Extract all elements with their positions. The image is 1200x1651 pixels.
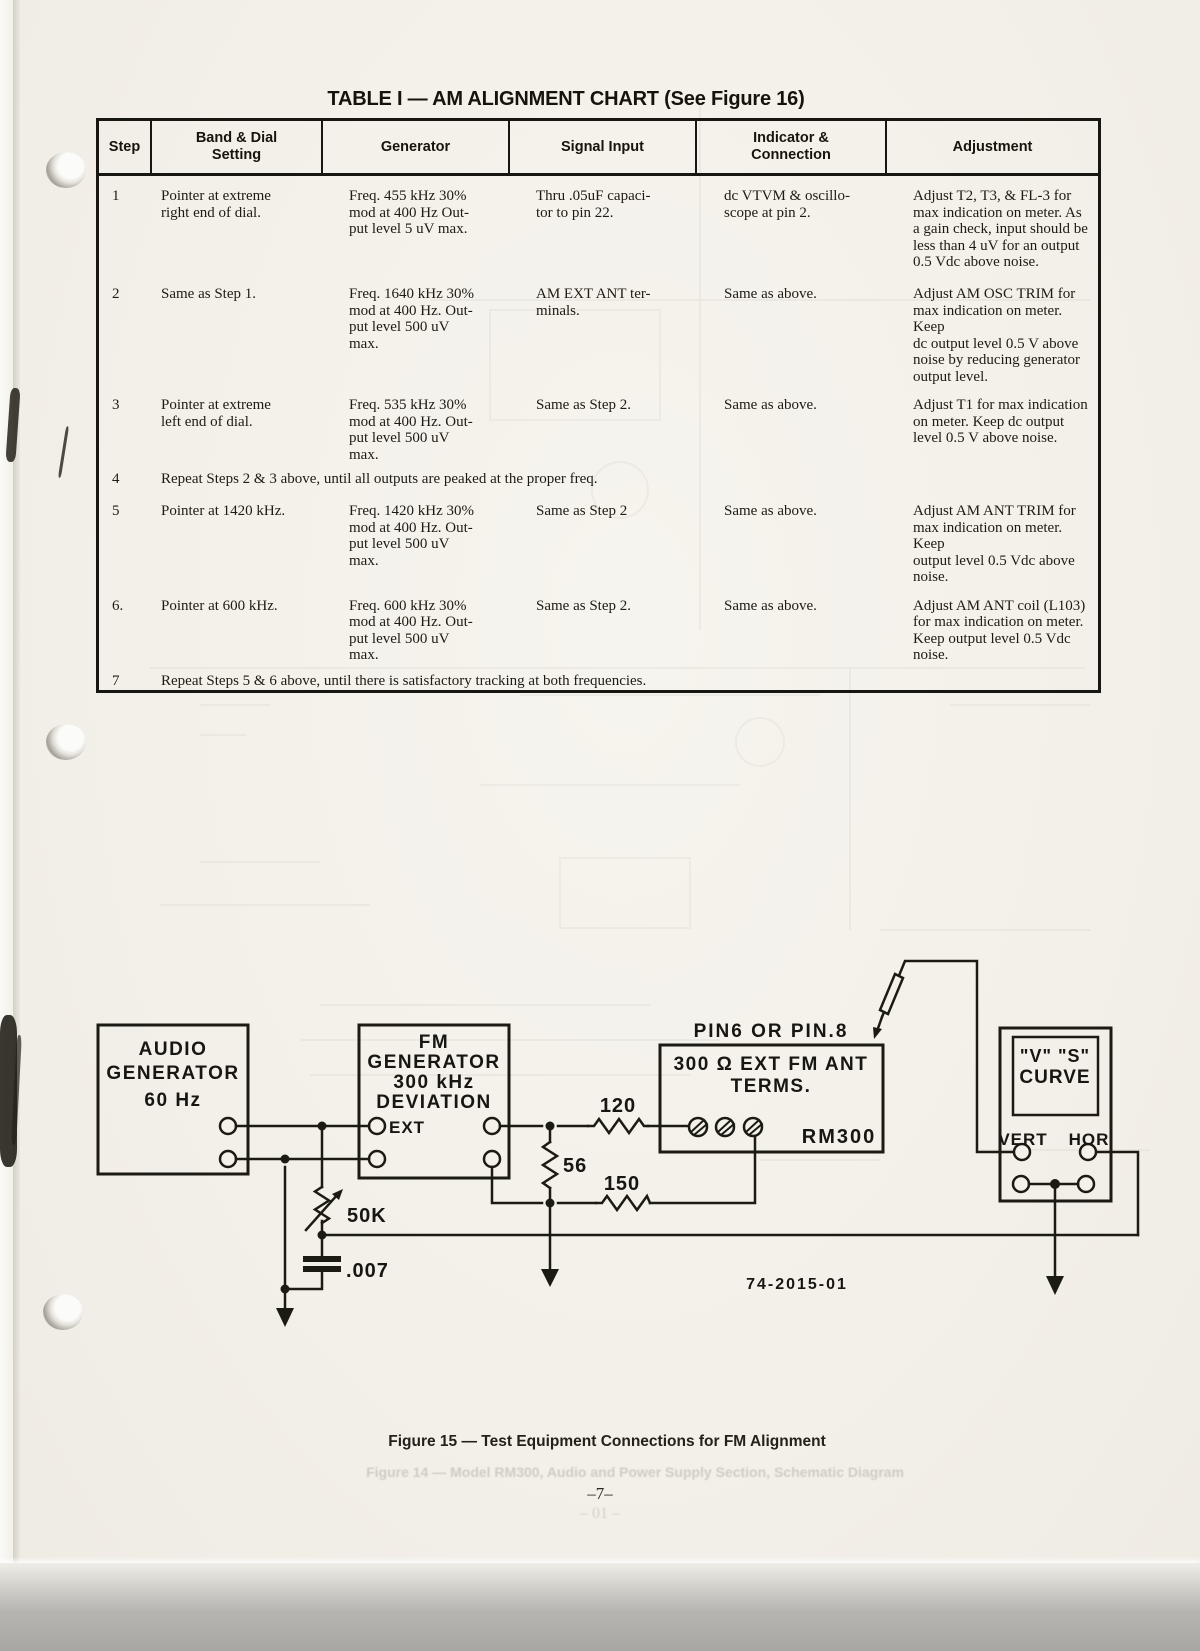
ext-label: EXT bbox=[389, 1118, 426, 1137]
scanner-edge bbox=[0, 1563, 1200, 1651]
resistor-120 bbox=[588, 1119, 648, 1133]
audio-generator-label: AUDIO bbox=[138, 1039, 208, 1060]
terminal bbox=[369, 1151, 385, 1167]
hor-label: HOR bbox=[1068, 1130, 1110, 1149]
screw-terminal bbox=[689, 1118, 707, 1136]
screw-terminal bbox=[716, 1118, 734, 1136]
indicator-cell: Same as above. bbox=[724, 286, 817, 302]
signal-input-cell: Thru .05uF capaci- tor to pin 22. bbox=[536, 188, 651, 221]
header-step: Step bbox=[99, 121, 152, 173]
header-generator: Generator bbox=[323, 121, 510, 173]
terminal bbox=[1078, 1176, 1094, 1192]
band-dial-cell: Pointer at extreme right end of dial. bbox=[161, 188, 271, 221]
step-number: 4 bbox=[112, 471, 120, 487]
ant-box-label: 300 Ω EXT FM ANT bbox=[673, 1054, 869, 1075]
step-number: 7 bbox=[112, 672, 120, 689]
resistor-value-label: 150 bbox=[603, 1173, 641, 1195]
adjustment-cell: Adjust T1 for max indication on meter. Keep dc output level 0.5 V above noise. bbox=[913, 397, 1088, 446]
vert-label: VERT bbox=[998, 1130, 1048, 1149]
scope-screen-label: CURVE bbox=[1019, 1067, 1091, 1088]
step-number: 2 bbox=[112, 286, 120, 302]
generator-cell: Freq. 600 kHz 30% mod at 400 Hz. Out- put level 500 uV max. bbox=[349, 597, 473, 663]
resistor-56 bbox=[543, 1142, 557, 1188]
am-alignment-table bbox=[96, 118, 1101, 693]
step-number: 5 bbox=[112, 503, 120, 519]
table-row bbox=[99, 176, 1098, 274]
capacitor-007 bbox=[303, 1256, 341, 1272]
fm-generator-label: 300 kHz bbox=[393, 1072, 475, 1093]
fm-alignment-schematic bbox=[60, 940, 1160, 1332]
band-dial-cell: Pointer at 600 kHz. bbox=[161, 597, 278, 614]
scope-screen-label: "V" "S" bbox=[1019, 1046, 1091, 1066]
fm-generator-label: FM bbox=[418, 1032, 450, 1053]
header-band-dial: Band & Dial Setting bbox=[152, 121, 323, 173]
indicator-cell: Same as above. bbox=[724, 597, 817, 614]
header-signal-input: Signal Input bbox=[510, 121, 697, 173]
model-label: RM300 bbox=[801, 1126, 877, 1148]
spanning-note-cell: Repeat Steps 5 & 6 above, until there is satisfactory tracking at both frequencies. bbox=[161, 672, 647, 689]
signal-input-cell: AM EXT ANT ter- minals. bbox=[536, 286, 651, 319]
test-probe bbox=[873, 974, 903, 1039]
bleedthrough-caption: Figure 14 — Model RM300, Audio and Power Supply Section, Schematic Diagram bbox=[366, 1464, 904, 1480]
generator-cell: Freq. 535 kHz 30% mod at 400 Hz. Out- put level 500 uV max. bbox=[349, 397, 473, 463]
punch-hole bbox=[46, 152, 86, 188]
audio-generator-label: GENERATOR bbox=[106, 1063, 240, 1084]
step-number: 1 bbox=[112, 188, 120, 204]
indicator-cell: Same as above. bbox=[724, 397, 817, 413]
band-dial-cell: Pointer at extreme left end of dial. bbox=[161, 397, 271, 430]
band-dial-cell: Pointer at 1420 kHz. bbox=[161, 503, 286, 519]
table-row bbox=[99, 586, 1098, 664]
table-row bbox=[99, 664, 1098, 690]
cap-value-label: .007 bbox=[346, 1260, 389, 1282]
table-header-row bbox=[99, 121, 1098, 176]
screw-terminal bbox=[744, 1118, 762, 1136]
signal-input-cell: Same as Step 2. bbox=[536, 397, 631, 413]
terminal bbox=[220, 1118, 236, 1134]
header-adjustment: Adjustment bbox=[952, 138, 1033, 155]
generator-cell: Freq. 1640 kHz 30% mod at 400 Hz. Out- put level 500 uV max. bbox=[349, 286, 474, 352]
resistor-value-label: 120 bbox=[599, 1095, 637, 1117]
step-number: 6. bbox=[112, 597, 124, 614]
page-number: –7– bbox=[587, 1484, 613, 1503]
adjustment-cell: Adjust AM ANT coil (L103) for max indication on meter. Keep output level 0.5 Vdc noise. bbox=[913, 597, 1086, 663]
potentiometer-50k bbox=[306, 1187, 343, 1230]
header-indicator: Indicator & Connection bbox=[697, 121, 887, 173]
audio-generator-label: 60 Hz bbox=[144, 1090, 202, 1111]
resistor-150 bbox=[596, 1196, 650, 1210]
page-edge-shadow bbox=[13, 0, 20, 1565]
ground-arrows bbox=[276, 1269, 1064, 1327]
generator-cell: Freq. 1420 kHz 30% mod at 400 Hz. Out- put level 500 uV max. bbox=[349, 503, 474, 569]
table-title: TABLE I — AM ALIGNMENT CHART (See Figure 16) bbox=[327, 88, 805, 110]
table-row bbox=[99, 274, 1098, 385]
figure-caption: Figure 15 — Test Equipment Connections for FM Alignment bbox=[388, 1433, 826, 1450]
punch-hole bbox=[46, 724, 86, 760]
signal-input-cell: Same as Step 2. bbox=[536, 597, 631, 614]
page-left-edge bbox=[0, 0, 14, 1565]
table-row bbox=[99, 491, 1098, 586]
drawing-part-number: 74-2015-01 bbox=[746, 1276, 848, 1293]
ext-terminal bbox=[369, 1118, 385, 1134]
pot-value-label: 50K bbox=[347, 1205, 387, 1227]
terminal bbox=[484, 1151, 500, 1167]
fm-generator-label: GENERATOR bbox=[367, 1052, 501, 1073]
signal-input-cell: Same as Step 2 bbox=[536, 503, 628, 519]
fm-generator-label: DEVIATION bbox=[376, 1092, 492, 1113]
terminal bbox=[220, 1151, 236, 1167]
bleedthrough-page-number: – 01 – bbox=[580, 1505, 620, 1522]
indicator-cell: Same as above. bbox=[724, 503, 817, 519]
resistor-value-label: 56 bbox=[563, 1155, 588, 1177]
adjustment-cell: Adjust T2, T3, & FL-3 for max indication on meter. As a gain check, input should be less than 4 uV for an output 0.5 Vdc above noise. bbox=[913, 188, 1088, 270]
terminal bbox=[1013, 1176, 1029, 1192]
junction-dots bbox=[281, 1122, 1061, 1294]
spanning-note-cell: Repeat Steps 2 & 3 above, until all outputs are peaked at the proper freq. bbox=[161, 471, 598, 487]
terminal bbox=[484, 1118, 500, 1134]
table-row bbox=[99, 385, 1098, 463]
step-number: 3 bbox=[112, 397, 120, 413]
adjustment-cell: Adjust AM ANT TRIM for max indication on meter. Keep output level 0.5 Vdc above noise. bbox=[913, 503, 1076, 585]
ant-box-label: TERMS. bbox=[730, 1076, 812, 1097]
generator-cell: Freq. 455 kHz 30% mod at 400 Hz Out- put level 5 uV max. bbox=[349, 188, 469, 237]
pin-note-label: PIN6 OR PIN.8 bbox=[693, 1021, 849, 1042]
table-row bbox=[99, 463, 1098, 491]
adjustment-cell: Adjust AM OSC TRIM for max indication on meter. Keep dc output level 0.5 V above noise by reducing generator output level. bbox=[913, 286, 1081, 385]
probe-tip-arrow bbox=[873, 1027, 882, 1039]
indicator-cell: dc VTVM & oscillo- scope at pin 2. bbox=[724, 188, 850, 221]
band-dial-cell: Same as Step 1. bbox=[161, 286, 256, 302]
